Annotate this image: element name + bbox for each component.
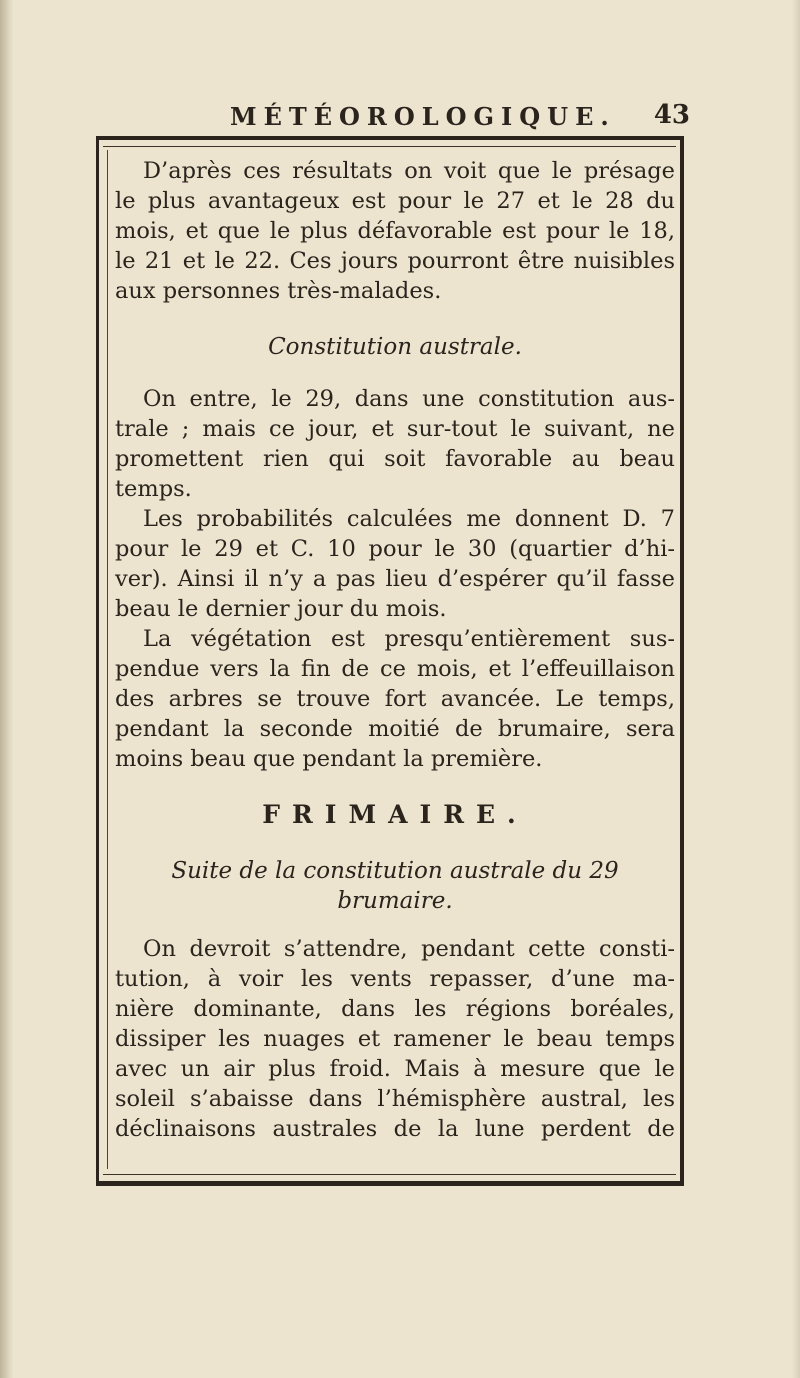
text-line: La végétation est presqu’entièrement sus-	[143, 626, 675, 652]
text-line: tution, à voir les vents repasser, d’une ma-	[115, 966, 675, 992]
text-line: des arbres se trouve fort avancée. Le temps,	[115, 686, 675, 712]
page-body	[115, 156, 675, 1144]
text-frame	[96, 136, 684, 1186]
running-title: MÉTÉOROLOGIQUE.	[230, 102, 616, 131]
paragraph-vegetation	[115, 624, 675, 774]
text-line: pour le 29 et C. 10 pour le 30 (quartier d’hi-	[115, 536, 675, 562]
text-line: le plus avantageux est pour le 27 et le 28 du	[115, 188, 675, 214]
book-spine-shadow	[0, 0, 14, 1378]
text-line: ver). Ainsi il n’y a pas lieu d’espérer qu’il fasse	[115, 566, 675, 592]
text-line: le 21 et le 22. Ces jours pourront être nuisibles	[115, 248, 675, 274]
running-head	[90, 100, 690, 134]
text-line: promettent rien qui soit favorable au beau	[115, 446, 675, 472]
text-line: avec un air plus froid. Mais à mesure que le	[115, 1056, 675, 1082]
paragraph-constitution	[115, 384, 675, 504]
page-edge	[792, 0, 800, 1378]
paragraph-suite	[115, 934, 675, 1144]
text-line: dissiper les nuages et ramener le beau temps	[115, 1026, 675, 1052]
page-number: 43	[653, 100, 690, 130]
text-line: déclinaisons australes de la lune perdent de	[115, 1116, 675, 1142]
heading-line: brumaire.	[337, 888, 453, 914]
text-line: mois, et que le plus défavorable est pour le 18,	[115, 218, 675, 244]
paragraph-presage	[115, 156, 675, 306]
text-line: temps.	[115, 476, 192, 502]
text-line: trale ; mais ce jour, et sur-tout le suivant, ne	[115, 416, 675, 442]
text-line: On entre, le 29, dans une constitution aus-	[143, 386, 675, 412]
text-line: pendue vers la fin de ce mois, et l’effeuillaison	[115, 656, 675, 682]
heading-line: Suite de la constitution australe du 29	[171, 858, 619, 884]
text-line: D’après ces résultats on voit que le présage	[143, 158, 675, 184]
text-line: On devroit s’attendre, pendant cette consti-	[143, 936, 675, 962]
frame-inner-rule	[107, 150, 108, 1169]
text-line: pendant la seconde moitié de brumaire, sera	[115, 716, 675, 742]
month-heading-frimaire: FRIMAIRE.	[262, 800, 528, 829]
text-line: soleil s’abaisse dans l’hémisphère austral, les	[115, 1086, 675, 1112]
text-line: aux personnes très-malades.	[115, 278, 442, 304]
text-line: Les probabilités calculées me donnent D. 7	[143, 506, 675, 532]
text-line: beau le dernier jour du mois.	[115, 596, 447, 622]
text-line: nière dominante, dans les régions boréales,	[115, 996, 675, 1022]
paragraph-probabilites	[115, 504, 675, 624]
section-heading-constitution: Constitution australe.	[268, 334, 522, 360]
text-line: moins beau que pendant la première.	[115, 746, 543, 772]
section-heading-suite	[115, 856, 675, 916]
